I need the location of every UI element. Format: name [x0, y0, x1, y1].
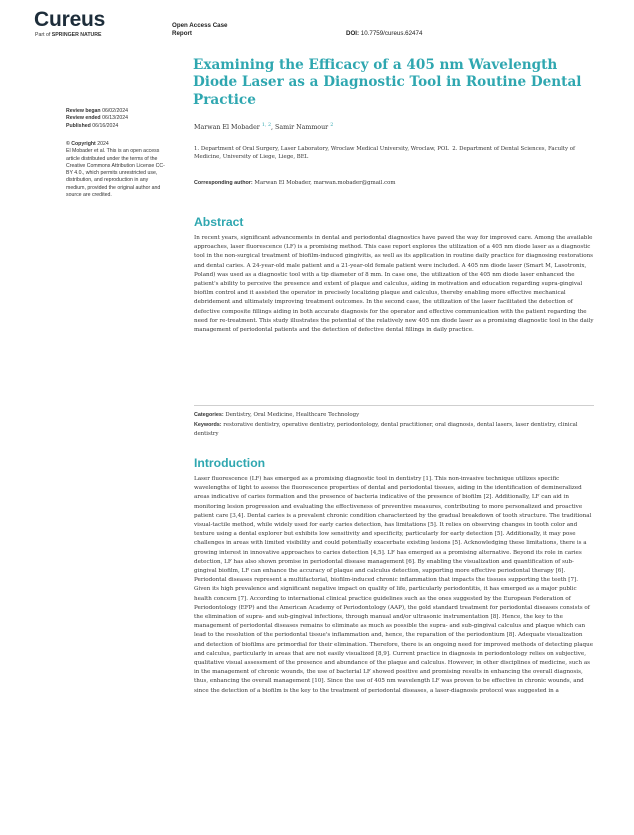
categories [194, 411, 594, 420]
abstract-heading: Abstract [194, 215, 244, 229]
corresponding-value[interactable]: Marwan El Mobader, marwan.mobader@gmail.com [254, 180, 396, 186]
doi [346, 30, 422, 37]
article-type-line1: Open Access Case [172, 22, 228, 29]
review-dates [66, 108, 166, 130]
introduction-heading: Introduction [194, 456, 266, 470]
author-1-affil[interactable]: 1, 2 [261, 123, 271, 128]
published-date: Published 06/16/2024 [66, 122, 119, 129]
affiliations [194, 145, 594, 162]
publisher-brand: SPRINGER NATURE [51, 32, 102, 38]
license-text: El Mobader et al. This is an open access article distributed under the terms of the Creative Commons Attribution License CC-BY 4.0., which permits unrestricted use, distribution, and reproduction in any medium, provided the original author and source are credited. [66, 148, 165, 199]
affil-2-num: 2. [452, 146, 458, 152]
doi-label: DOI: [346, 30, 360, 37]
affil-1-text: Department of Oral Surgery, Laser Laboratory, Wroclaw Medical University, Wroclaw, POL [200, 146, 449, 152]
corresponding-author [194, 180, 594, 186]
publisher-prefix: Part of [35, 32, 51, 38]
publisher-line [35, 32, 102, 38]
categories-value: Dentistry, Oral Medicine, Healthcare Technology [225, 412, 360, 418]
copyright-line: © Copyright 2024 [66, 141, 109, 147]
review-ended: Review ended 06/13/2024 [66, 115, 129, 122]
keywords-label: Keywords: [194, 422, 222, 428]
review-began: Review began 06/02/2024 [66, 108, 129, 114]
affil-2-text: Department of Dental Sciences, Faculty of Medicine, University of Liege, Liege, BEL [194, 146, 575, 161]
affil-1-num: 1. [194, 146, 200, 152]
author-1[interactable]: Marwan El Mobader [194, 124, 260, 132]
author-separator: , [271, 124, 274, 132]
doi-value[interactable]: 10.7759/cureus.62474 [360, 30, 423, 37]
article-title: Examining the Efficacy of a 405 nm Wavelength Diode Laser as a Diagnostic Tool in Routine Dental Practice [193, 57, 582, 108]
introduction-text: Laser fluorescence (LF) has emerged as a promising diagnostic tool in dentistry [1]. This non-invasive technique utilizes specific wavelengths of light to assess the fluorescence properties of dental and periodontal tissues, aiding in the identification of demineralized areas indicative of caries formation and the presence of bacteria indicative of the presence of biofilm [2]. Additionally, LF can aid in monitoring lesion progression and evaluating the effectiveness of preventive measures, contributing to more personalized and proactive patient care [3,4]. Dental caries is a prevalent chronic condition characterized by the gradual breakdown of tooth structure. The traditional visual-tactile method, while widely used for early caries detection, has limitations [5]. It relies on observing changes in tooth color and texture using a dental explorer but exhibits low sensitivity and specificity, particularly for early detection [5]. Additionally, it may pose challenges in areas with limited visibility and could potentially exacerbate existing lesions [5]. Acknowledging these limitations, there is a growing interest in innovative approaches to caries detection [4,5]. LF has emerged as a promising alternative. Beyond its role in caries detection, LF has also shown promise in periodontal disease management [6]. By enabling the visualization and quantification of sub-gingival biofilm, LF can enhance the accuracy of plaque and calculus detection, supporting more effective periodontal therapy [6]. Periodontal diseases represent a multifactorial, biofilm-induced chronic inflammation that impacts the tissues supporting the teeth [7]. Given its high prevalence and significant negative impact on quality of life, particularly periodontitis, it has emerged as a major public health concern [7]. According to international clinical practice guidelines such as the ones suggested by the European Federation of Periodontology (EFP) and the American Academy of Periodontology (AAP), the gold standard treatment for periodontal diseases consists of the elimination of supra- and sub-gingival infections, through manual and/or ultrasonic instrumentation [8]. Hence, the key to the management of periodontal diseases remains to eliminate as much as possible the supra- and sub-gingival calculus and plaque which can lead to the resolution of the periodontal tissue's inflammation and, hence, the reparation of the periodontium [8]. Adequate visualization and detection of biofilms are primordial for their elimination. Therefore, there is an ongoing need for improved methods of detecting plaque and calculus, particularly in areas that are not easily visualized [8,9]. Current practice in diagnosis in periodontology relies on subjective, qualitative visual assessment of the presence and abundance of the plaque and calculus. However, in other disciplines of medicine, such as in the management of chronic wounds, the use of bacterial LF showed positive and promising results in enhancing the overall diagnosis, thus, enhancing the overall management [10]. Since the use of 405 nm wavelength LF was proven to be effective in chronic wounds, and since the detection of a biofilm is the key to the treatment of periodontal diseases, a laser-diagnosis protocol was suggested in a [194, 476, 594, 694]
keywords-value: restorative dentistry, operative dentistry, periodontology, dental practitioner, oral diagnosis, dental lasers, laser dentistry, clinical dentistry [194, 422, 578, 437]
abstract-text: In recent years, significant advancements in dental and periodontal diagnostics have paved the way for improved care. Among the available approaches, laser fluorescence (LF) is a promising method. This case report explores the utilization of a 405 nm diode laser as a diagnostic tool in the non-surgical treatment of biofilm-induced gingivitis, as well as its application in routine daily practice for diagnosing restorations and dental caries. A 24-year-old male patient and a 21-year-old female patient were included. A 405 nm diode laser (Smart M, Lasotronix, Poland) was used as a diagnostic tool with a tip diameter of 8 mm. In case one, the utilization of the 405 nm diode laser enhanced the patient's ability to perceive the presence and extent of plaque and calculus, aiding in motivation and education regarding supra-gingival biofilm control and it assisted the operator in precisely localizing plaque and calculus, thereby enabling more effective mechanical debridement and ultimately improving treatment outcomes. In the second case, the utilization of the laser facilitated the detection of defective composite fillings aiding in both accurate diagnosis for the operator and effective communication with the patient regarding the need for re-treatment. This study illustrates the potential of the relatively new 405 nm diode laser as a promising diagnostic tool in the daily management of periodontal patients and the detection of defective dental fillings in daily practice. [194, 235, 594, 334]
corresponding-label: Corresponding author: [194, 180, 253, 186]
journal-logo: Cureus [34, 8, 106, 31]
keywords [194, 421, 594, 438]
article-type [172, 22, 228, 38]
article-type-line2: Report [172, 30, 192, 37]
copyright-block [66, 141, 166, 199]
section-divider [194, 405, 594, 406]
authors [194, 123, 333, 131]
author-2[interactable]: Samir Nammour [275, 124, 329, 132]
author-2-affil[interactable]: 2 [330, 123, 334, 128]
categories-label: Categories: [194, 412, 224, 418]
